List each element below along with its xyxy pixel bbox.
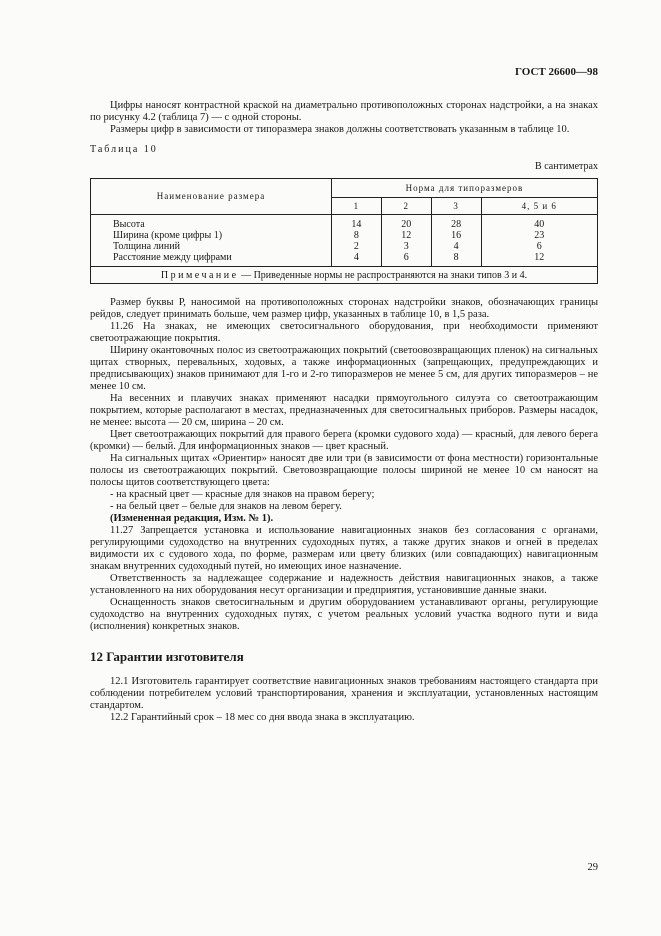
table-cell: 16 [451,229,462,241]
table-cell: 6 [536,240,542,252]
table-cell: 20 [401,218,412,230]
table-header-name: Наименование размера [91,179,332,215]
table-col-header: 4, 5 и 6 [481,198,597,215]
table-cell: 2 [353,240,359,252]
body-paragraph: Цвет светоотражающих покрытий для правого берега (кромки судового хода) — красный, для левого берега (кромки) — белый. Для информационных знаков — цвет красный. [90,429,598,452]
intro-paragraph-1: Цифры наносят контрастной краской на диаметрально противоположных сторонах надстройки, а на знаках по рисунку 4.2 (таблица 7) — с одной стороны. [90,100,598,123]
document-header: ГОСТ 26600—98 [515,66,598,78]
body-paragraph: Ширину окантовочных полос из светоотражающих покрытий (светоовозвращающих пленок) на сигнальных щитах створных, перевальных, ходовых, а также информационных (запрещающих, предупреждающих и предписывающих) знаков принимают для 1-го и 2-го типоразмеров не менее 5 см, для других типоразмеров – не менее 10 см. [90,345,598,392]
body-paragraph: 11.27 Запрещается установка и использование навигационных знаков без согласования с органами, регулирующими судоходство на внутренних судоходных путях, а также других знаков и огней в пределах видимости их с судового хода, по форме, размерам или цвету близких (или совпадающих) навигационным знакам внутренних судоходный путей, но имеющих иное назначение. [90,525,598,572]
table-cell: 12 [534,251,545,263]
table-row-name: Толщина линий [113,240,180,252]
page-number: 29 [587,862,598,873]
table-units: В сантиметрах [535,161,598,172]
table-col-header: 3 [431,198,481,215]
body-paragraph: 12.2 Гарантийный срок – 18 мес со дня ввода знака в эксплуатацию. [110,712,415,723]
table-row-name: Расстояние между цифрами [113,251,232,263]
body-paragraph: Оснащенность знаков светосигнальным и другим оборудованием устанавливают органы, регулирующие судоходство на внутренних судоходных путях, с учетом реальных условий участка водного пути и вида (исполнения) конкретных знаков. [90,597,598,632]
table-10 [90,178,598,284]
body-paragraph: На сигнальных щитах «Ориентир» наносят две или три (в зависимости от фона местности) горизонтальные полосы из светоотражающих покрытий. Световозвращающие полосы шириной не менее 10 см наносят на полосы щитов соответствующего цвета: [90,453,598,488]
table-col-header: 2 [381,198,431,215]
table-note-label: Примечание [160,270,239,281]
intro-paragraph-2: Размеры цифр в зависимости от типоразмера знаков должны соответствовать указанным в таблице 10. [110,124,570,135]
table-cell: 12 [401,229,412,241]
section-12-title: 12 Гарантии изготовителя [90,649,244,664]
table-caption: Таблица 10 [90,144,158,155]
table-cell: 6 [403,251,409,263]
table-cell: 8 [453,251,459,263]
list-item: - на красный цвет — красные для знаков на правом берегу; [110,489,375,500]
change-note: (Измененная редакция, Изм. № 1). [110,513,274,524]
table-note-text: — Приведенные нормы не распространяются на знаки типов 3 и 4. [238,270,528,281]
body-paragraph: Ответственность за надлежащее содержание и надежность действия навигационных знаков, а также установленного на них оборудования несут организации и предприятия, установившие данные знаки. [90,573,598,596]
table-cell: 3 [403,240,409,252]
table-cell: 40 [534,218,545,230]
table-cell: 23 [534,229,545,241]
table-header-norm: Норма для типоразмеров [332,179,598,198]
table-cell: 14 [351,218,362,230]
table-cell: 28 [451,218,462,230]
body-paragraph: На весенних и плавучих знаках применяют насадки прямоугольного силуэта со светоотражающим покрытием, которые располагают в местах, предназначенных для светосигнальных приборов. Размеры насадок, не менее: высота — 20 см, ширина – 20 см. [90,393,598,428]
page-content [90,66,598,724]
table-row-name: Ширина (кроме цифры 1) [113,229,223,241]
table-col-header: 1 [332,198,382,215]
table-note [91,267,598,284]
body-paragraph: 12.1 Изготовитель гарантирует соответствие навигационных знаков требованиям настоящего стандарта при соблюдении потребителем условий транспортирования, хранения и эксплуатации, установленных настоящим стандартом. [90,676,598,711]
body-paragraph: Размер буквы Р, наносимой на противоположных сторонах надстройки знаков, обозначающих границы рейдов, следует принимать больше, чем размер цифр, указанных в таблице 10, в 1,5 раза. [90,297,598,320]
list-item: - на белый цвет – белые для знаков на левом берегу. [110,501,342,512]
table-cell: 4 [453,240,459,252]
table-cell: 4 [353,251,359,263]
table-row-name: Высота [113,218,145,230]
table-cell: 8 [353,229,359,241]
body-paragraph: 11.26 На знаках, не имеющих светосигнального оборудования, при необходимости применяют светоотражающие покрытия. [90,321,598,344]
